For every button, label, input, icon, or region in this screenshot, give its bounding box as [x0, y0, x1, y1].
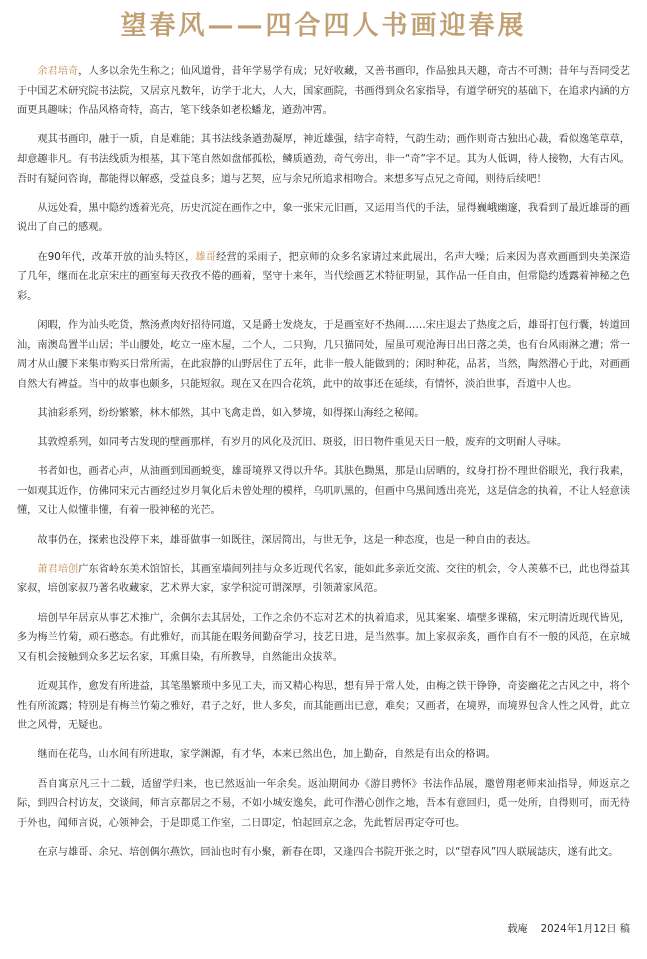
signature: 载庵 2024年1月12日 稿 — [507, 924, 630, 935]
paragraph — [17, 130, 630, 189]
paragraph-text: 闲暇，作为汕头吃货，熬汤煮肉好招待同道，又是爵士发烧友，于是画室好不热闹……宋庄退去了热度之后，雄哥打包行囊，转道回汕，南澳岛置半山居；半山腰处，屹立一座木屋，二个人，二只狗，几只猫同处，屋虽可观沧海日出日落之美，也有台风雨淋之遭；常一周才从山腰下来集市购买日常所需，在此寂静的山野居住了五年，此非一般人能做到的；闲时种花，品茗，当然，陶然潜心于此，对画画自然大有裨益。当中的故事也颇多，只能短叙。现在又在四合花筑，此中的故事还在延续，有情怀，淡泊世事，吾道中人也。 — [17, 319, 630, 390]
paragraph — [17, 199, 630, 238]
highlighted-name: 萧君培创 — [37, 563, 79, 575]
paragraph-text: 其油彩系列，纷纷繁繁，林木郁然，其中飞禽走兽，如入梦境，如得探山海经之秘闻。 — [37, 407, 425, 419]
paragraph-text: 在90年代，改革开放的汕头特区， — [37, 251, 196, 263]
paragraph — [17, 404, 630, 424]
paragraph — [17, 745, 630, 765]
paragraph — [17, 843, 630, 863]
paragraph-text: 广东省岭东美术馆馆长，其画室墙间列挂与众多近现代名家，能如此多亲近交流、交往的机会，令人羡慕不已，此也得益其家叔，培创家叔乃著名收藏家，艺术界大家，家学积淀可谓深厚，引领萧家风范。 — [17, 563, 630, 595]
highlighted-name: 雄哥 — [195, 251, 217, 263]
paragraph — [17, 248, 630, 307]
paragraph-text: 在京与雄哥、余兄、培创偶尔燕饮，回汕也时有小聚，新春在即，又逢四合书院开张之时，以“望春风”四人联展誌庆，遂有此文。 — [37, 846, 619, 858]
highlighted-name: 余君培奇 — [37, 66, 79, 77]
paragraph-text: 培创早年居京从事艺术推广，余偶尔去其居处，工作之余仍不忘对艺术的执着追求，见其案案、墙壁多课稿，宋元明清近现代皆见，多为梅兰竹菊，顽石憨态。有此雅好，而其能在暇务间勤奋学习，技艺日进，是当然事。加上家叔亲炙，画作自有不一般的风范，在京城又有机会接触到众多艺坛名家，耳熏目染，有所教导，自然能出众拔萃。 — [17, 612, 630, 663]
paragraph-text: 近观其作，愈发有所进益，其笔墨繁琐中多见工夫，而又精心构思，想有异于常人处，由梅之铁干铮铮，奇姿幽花之古风之中，将个性有所流露；特别是有梅兰竹菊之雅好，君子之好，世人多矣，而其能画出已意，难矣；又画者，在境界，而境界包含人性之风骨，此立世之风骨，无疑也。 — [17, 680, 630, 732]
paragraph — [17, 677, 630, 736]
paragraph-text: 书者如也，画者心声，从油画到国画蜕变，雄哥境界又得以升华。其肤色黝黑，那是山居晒的，纹身打扮不理世俗眼光，我行我素，一如观其近作，仿佛同宋元古画经过岁月氧化后未曾处理的模样，乌叽叭黑的，但画中乌黑间透出亮光，这是信念的执着，不让人轻意读懂，又让人似懂非懂，有着一股神秘的光芒。 — [17, 466, 630, 517]
paragraph — [17, 462, 630, 521]
paragraph — [17, 560, 630, 599]
paragraph-text: 经营的采雨子，把京师的众多名家请过来此展出，名声大噪；后来因为喜欢画画到央美深造了几年，继而在北京宋庄的画室每天孜孜不倦的画着，坚守十来年，当代绘画艺术特征明显，其作品一任自由，但常隐约透露着神秘之色彩。 — [17, 251, 631, 302]
paragraph — [17, 316, 630, 394]
paragraph — [17, 62, 630, 121]
paragraph-text: 其敦煌系列，如同考古发现的壁画那样，有岁月的风化及沉旧、斑驳，旧日物件重见天日一般，废弃的文明耐人寻味。 — [37, 437, 568, 449]
paragraph-text: 吾自寓京凡三十二载，适留学归来，也已然返汕一年余矣。返汕期间办《游目骋怀》书法作品展，邀曾翔老师来汕指导，师返京之际，到四合村访友，交谈间，师言京都居之不易，不如小城安逸矣，此可作潜心创作之地，吾本有意回归，觅一处所，自得则可，而无待于外也，闻师言说，心领神会，于是即觅工作室，二日即定，怕起回京之念，先此暂居再定夺可也。 — [17, 778, 630, 829]
paragraph — [17, 531, 630, 551]
paragraph-text: 故事仍在，探索也没停下来，雄哥做事一如既往，深居简出，与世无争，这是一种态度，也是一种自由的表达。 — [37, 534, 537, 546]
paragraph-text: 继而在花鸟，山水间有所进取，家学渊源，有才华，本来已然出色，加上勤奋，自然是有出众的格调。 — [37, 749, 496, 761]
paragraph — [17, 433, 630, 453]
article-body — [17, 62, 630, 872]
paragraph — [17, 609, 630, 668]
paragraph-text: 观其书画印，融于一质，自是难能；其书法线条遒劲凝厚，神近雄强，结字奇特，气韵生动；画作则奇古独出心裁，看似逸笔草草，却意趣非凡。有书法线质为根基，其下笔自然如盘郁孤松，鳞质遒劲，奇气旁出，非一“奇”字不足。其为人低调，待人接物，大有古风。吾时有疑问咨询，都能得以解惑，受益良多；道与艺契，应与余兄所追求相吻合。来想多写点兄之奇闻，则待后续吧！ — [17, 134, 630, 185]
page-title: 望春风——四合四人书画迎春展 — [120, 11, 527, 41]
paragraph-text: 从远处看，黑中隐约透着光亮，历史沉淀在画作之中，象一张宋元旧画，又运用当代的手法，显得巍峨幽邃，我看到了最近雄哥的画说出了自己的感观。 — [17, 202, 630, 234]
paragraph — [17, 775, 630, 834]
paragraph-text: ，人多以余先生称之；仙风道骨，昔年学易学有成；兄好收藏，又善书画印，作品独具天趣，奇古不可测；昔年与吾同受艺于中国艺术研究院书法院，又居京凡数年，访学于北大，人大，国家画院，书画得到众名家指导，有道学研究的基础下，在追求内涵的方面更具趣味；作品风格奇特，高古，笔下线条如老松蟠龙，遒劲冲霄。 — [17, 66, 630, 117]
